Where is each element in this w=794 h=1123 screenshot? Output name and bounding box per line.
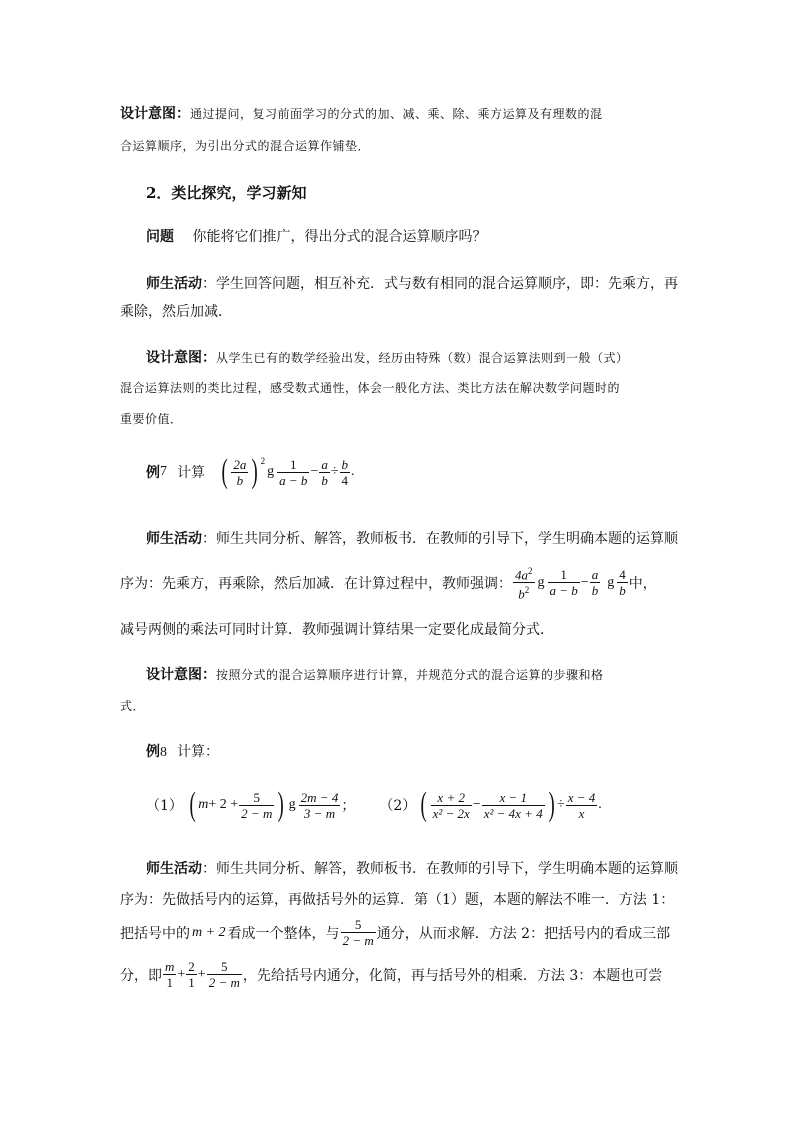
divide-operator: ÷ [557, 797, 565, 812]
teacher-activity-3-text3c: 通分，从而求解．方法 2：把括号内的看成三部 [376, 925, 671, 942]
fraction-x-minus-1-over-quadratic: $\frac{x - 1}{\text{x² − 4x + 4}}$ [483, 789, 543, 821]
design-intent-2-line3: 重要价值． [120, 412, 183, 426]
design-intent-2-line1 [146, 347, 629, 367]
teacher-activity-3-line4 [120, 959, 662, 990]
right-paren: ) [251, 453, 259, 490]
teacher-activity-3-line3 [120, 917, 670, 948]
fraction-a-over-b: $\frac{a}{b}$ [591, 567, 599, 599]
fraction-x-minus-4-over-x: $\frac{x - 4}{x}$ [567, 789, 596, 821]
plus-two: + 2 + [208, 797, 239, 812]
divide-operator: ÷ [330, 464, 339, 479]
teacher-activity-3-text4a: 分，即 [120, 967, 162, 984]
example-7-word: 计算 [177, 465, 205, 481]
period: . [351, 464, 355, 479]
fraction-2-over-1: $\frac{2}{1}$ [188, 959, 195, 990]
design-intent-2-line2: 混合运算法则的类比过程，感受数式通性，体会一般化方法、类比方法在解决数学问题时的 [120, 381, 621, 395]
teacher-activity-3-line2: 序为：先做括号内的运算，再做括号外的运算．第（1）题，本题的解法不唯一．方法 1： [120, 892, 675, 908]
teacher-activity-1-text1: ：学生回答问题，相互补充．式与数有相同的混合运算顺序，即：先乘方，再 [202, 276, 678, 292]
teacher-activity-3-text4b: ，先给括号内通分，化简，再与括号外的相乘．方法 3：本题也可尝 [242, 967, 663, 984]
design-intent-2-text1: 从学生已有的数学经验出发，经历由特殊（数）混合运算法则到一般（式） [216, 351, 629, 365]
fraction-5-over-2-minus-m-b: $\frac{5}{2 - m}$ [208, 959, 240, 990]
question-line [146, 226, 486, 246]
teacher-activity-2-label: 师生活动 [146, 531, 202, 547]
dot-operator-2: g [607, 574, 615, 590]
teacher-activity-2-line1 [146, 528, 678, 548]
fraction-1-over-a-minus-b: 1 a − b [279, 456, 308, 488]
minus-operator: − [580, 574, 589, 590]
left-paren: ( [189, 786, 196, 823]
fraction-b-over-4: $\frac{b}{4}$ [341, 456, 349, 488]
example-8-heading [146, 741, 219, 761]
teacher-activity-3-text3a: 把括号中的 [120, 925, 190, 942]
left-paren: ( [221, 453, 228, 490]
section-heading: 2．类比探究，学习新知 [146, 184, 307, 202]
example-8-problem-1 [146, 788, 602, 822]
fraction-5-over-2-minus-m: $\frac{5}{2 - m}$ [241, 789, 273, 821]
variable-m: m [198, 797, 209, 812]
teacher-activity-3-text3b: 看成一个整体，与 [227, 925, 340, 942]
problem-1-index: （1） [146, 798, 183, 814]
minus-operator: − [310, 464, 319, 479]
design-intent-3-text1: 按照分式的混合运算顺序进行计算，并规范分式的混合运算的步骤和格 [216, 668, 604, 682]
design-intent-1-colon: ： [176, 106, 190, 122]
question-label: 问题 [146, 229, 174, 245]
exponent: 2 [260, 456, 266, 466]
dot-operator: g [267, 464, 275, 479]
expression-m-plus-2: m + 2 [192, 924, 226, 940]
semicolon: ； [341, 798, 356, 814]
design-intent-1-text1: 通过提问，复习前面学习的分式的加、减、乘、除、乘方运算及有理数的混 [190, 107, 603, 121]
design-intent-3-line2: 式． [120, 699, 146, 713]
design-intent-1-label: 设计意图 [120, 106, 176, 122]
left-paren-2: ( [420, 786, 428, 823]
fraction-2a-over-b: 2a b [233, 456, 247, 488]
teacher-activity-2-text2b: 中， [628, 575, 657, 592]
fraction-2m-minus-4-over-3-minus-m: 2m − 4 3 − m [300, 789, 339, 821]
dot-operator: g [537, 574, 545, 590]
example-7-label: 例 [146, 465, 160, 481]
teacher-activity-1-line2: 乘除，然后加减． [120, 304, 232, 320]
teacher-activity-3-line1 [146, 858, 678, 878]
teacher-activity-2-line2 [120, 564, 657, 602]
fraction-x-plus-2-over-x2-minus-2x: x + 2 x² − 2x [432, 789, 470, 821]
design-intent-1-line1 [120, 103, 603, 123]
teacher-activity-1-line1 [146, 273, 678, 293]
teacher-activity-3-label: 师生活动 [146, 861, 202, 877]
question-text: 你能将它们推广，得出分式的混合运算顺序吗？ [192, 229, 487, 245]
teacher-activity-3-text1: ：师生共同分析、解答，教师板书．在教师的引导下，学生明确本题的运算顺 [202, 861, 678, 877]
design-intent-2-label: 设计意图： [146, 350, 216, 366]
teacher-activity-1-label: 师生活动 [146, 276, 202, 292]
fraction-4a2-over-b2: $4a^2$ $b^2$ [515, 566, 533, 602]
right-paren: ) [277, 786, 285, 823]
example-8-word: 计算： [177, 744, 219, 760]
problem-2-index: （2） [379, 798, 417, 814]
teacher-activity-2-text2a: 序为：先乘方，再乘除，然后加减．在计算过程中，教师强调： [120, 575, 512, 592]
teacher-activity-2-text1: ：师生共同分析、解答，教师板书．在教师的引导下，学生明确本题的运算顺 [202, 531, 678, 547]
plus-operator-2: + [197, 966, 206, 982]
fraction-1-over-a-minus-b: 1 a − b [549, 567, 578, 599]
fraction-5-over-2-minus-m: 5 2 − m [342, 917, 374, 948]
example-7-number: 7 [160, 464, 167, 479]
period: . [598, 797, 602, 812]
design-intent-3-line1 [146, 664, 604, 684]
design-intent-3-label: 设计意图： [146, 667, 216, 683]
example-8-number: 8 [160, 745, 167, 760]
right-paren-2: ) [548, 786, 555, 823]
minus-operator: − [472, 797, 481, 812]
example-8-label: 例 [146, 744, 160, 760]
fraction-a-over-b: $\frac{a}{b}$ [321, 456, 328, 488]
fraction-4-over-b: 4 b [619, 567, 626, 599]
fraction-m-over-1: m 1 [165, 959, 175, 990]
plus-operator-1: + [177, 966, 186, 982]
example-7 [146, 455, 355, 489]
design-intent-1-line2: 合运算顺序，为引出分式的混合运算作铺垫． [120, 139, 371, 153]
teacher-activity-2-line3: 减号两侧的乘法可同时计算．教师强调计算结果一定要化成最简分式． [120, 622, 554, 638]
dot-operator: g [288, 797, 296, 812]
